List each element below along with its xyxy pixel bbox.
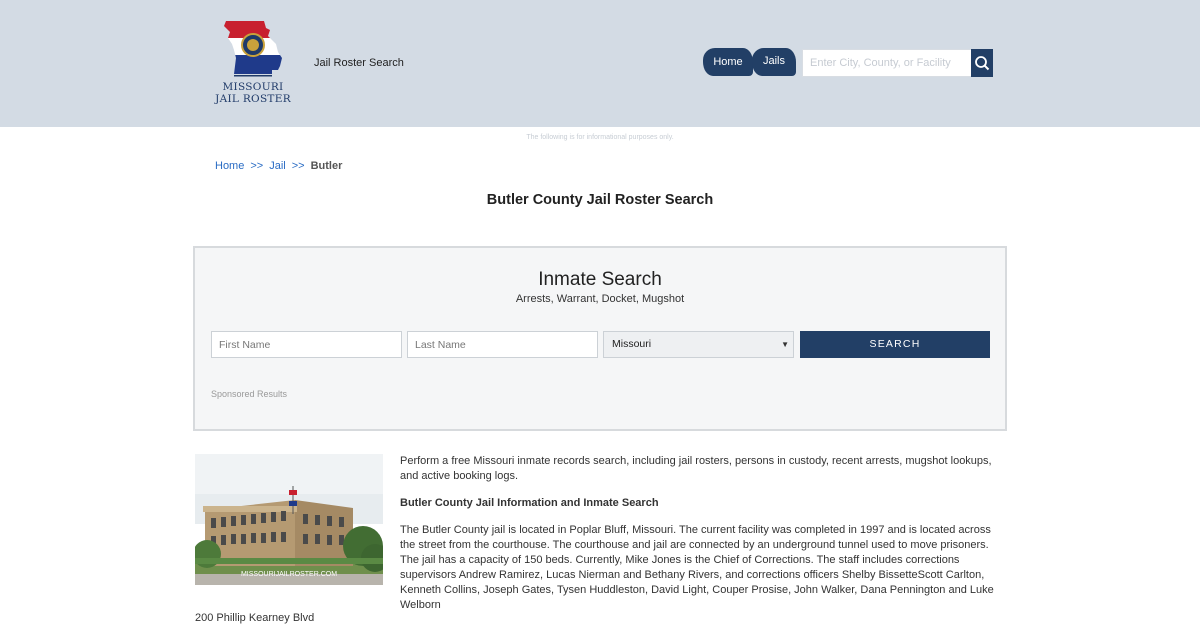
inmate-search-subtitle: Arrests, Warrant, Docket, Mugshot: [515, 293, 685, 305]
site-title[interactable]: Jail Roster Search: [314, 57, 404, 69]
logo-line2: JAIL ROSTER: [215, 93, 291, 105]
info-heading: Butler County Jail Information and Inmate Search: [400, 497, 659, 509]
logo-line1: MISSOURI: [222, 81, 284, 93]
inmate-search-panel: [193, 246, 1007, 431]
breadcrumb-separator: >>: [250, 160, 264, 172]
intro-paragraph: Perform a free Missouri inmate records search, including jail rosters, persons in custody, recent arrests, mugshot lookups, and active booking logs.: [400, 455, 992, 482]
inmate-search-button[interactable]: SEARCH: [800, 331, 990, 358]
nav-home-button[interactable]: Home: [703, 48, 753, 76]
breadcrumb-jail-link[interactable]: Jail: [269, 160, 286, 172]
facility-search-input[interactable]: [802, 49, 972, 77]
site-header: [0, 0, 1200, 127]
county-info: [400, 454, 1008, 625]
search-icon: [971, 49, 993, 77]
missouri-flag-icon: [214, 18, 292, 80]
jail-address: 200 Phillip Kearney Blvd: [195, 612, 315, 624]
inmate-search-title: Inmate Search: [538, 269, 662, 290]
breadcrumb-separator: >>: [291, 160, 305, 172]
facility-search-button[interactable]: [971, 49, 993, 77]
state-select[interactable]: [603, 331, 794, 358]
jail-description: The Butler County jail is located in Poplar Bluff, Missouri. The current facility was completed in 1997 and is located across the street from the courthouse. The courthouse and jail are connected by an underground tunnel used to move prisoners. The jail has a capacity of 150 beds. Currently, Mike Jones is the Chief of Corrections. The staff includes corrections supervisors Andrew Ramirez, Lucas Nierman and Bethany Rivers, and corrections officers Shelby BissetteScott Carlton, Kenneth Collins, Joseph Gates, Tysen Huddleston, David Light, Couper Prosise, John Walker, Dana Pennington and Luke Welborn: [400, 524, 994, 611]
breadcrumb-current: Butler: [310, 160, 343, 172]
breadcrumb: [215, 160, 342, 172]
first-name-field[interactable]: [211, 331, 402, 358]
last-name-field[interactable]: [407, 331, 598, 358]
nav-jails-button[interactable]: Jails: [752, 48, 796, 76]
sponsored-results-label: Sponsored Results: [211, 389, 288, 399]
courthouse-image-icon: [195, 454, 383, 585]
photo-watermark: MISSOURIJAILROSTER.COM: [240, 571, 338, 578]
disclaimer-text: The following is for informational purposes only.: [526, 134, 674, 141]
state-select-value: Missouri: [612, 338, 652, 350]
courthouse-photo: [195, 454, 383, 585]
page-title: Butler County Jail Roster Search: [486, 192, 714, 208]
breadcrumb-home-link[interactable]: Home: [215, 160, 245, 172]
site-logo[interactable]: [214, 18, 292, 108]
chevron-down-icon: ▼: [781, 340, 789, 349]
